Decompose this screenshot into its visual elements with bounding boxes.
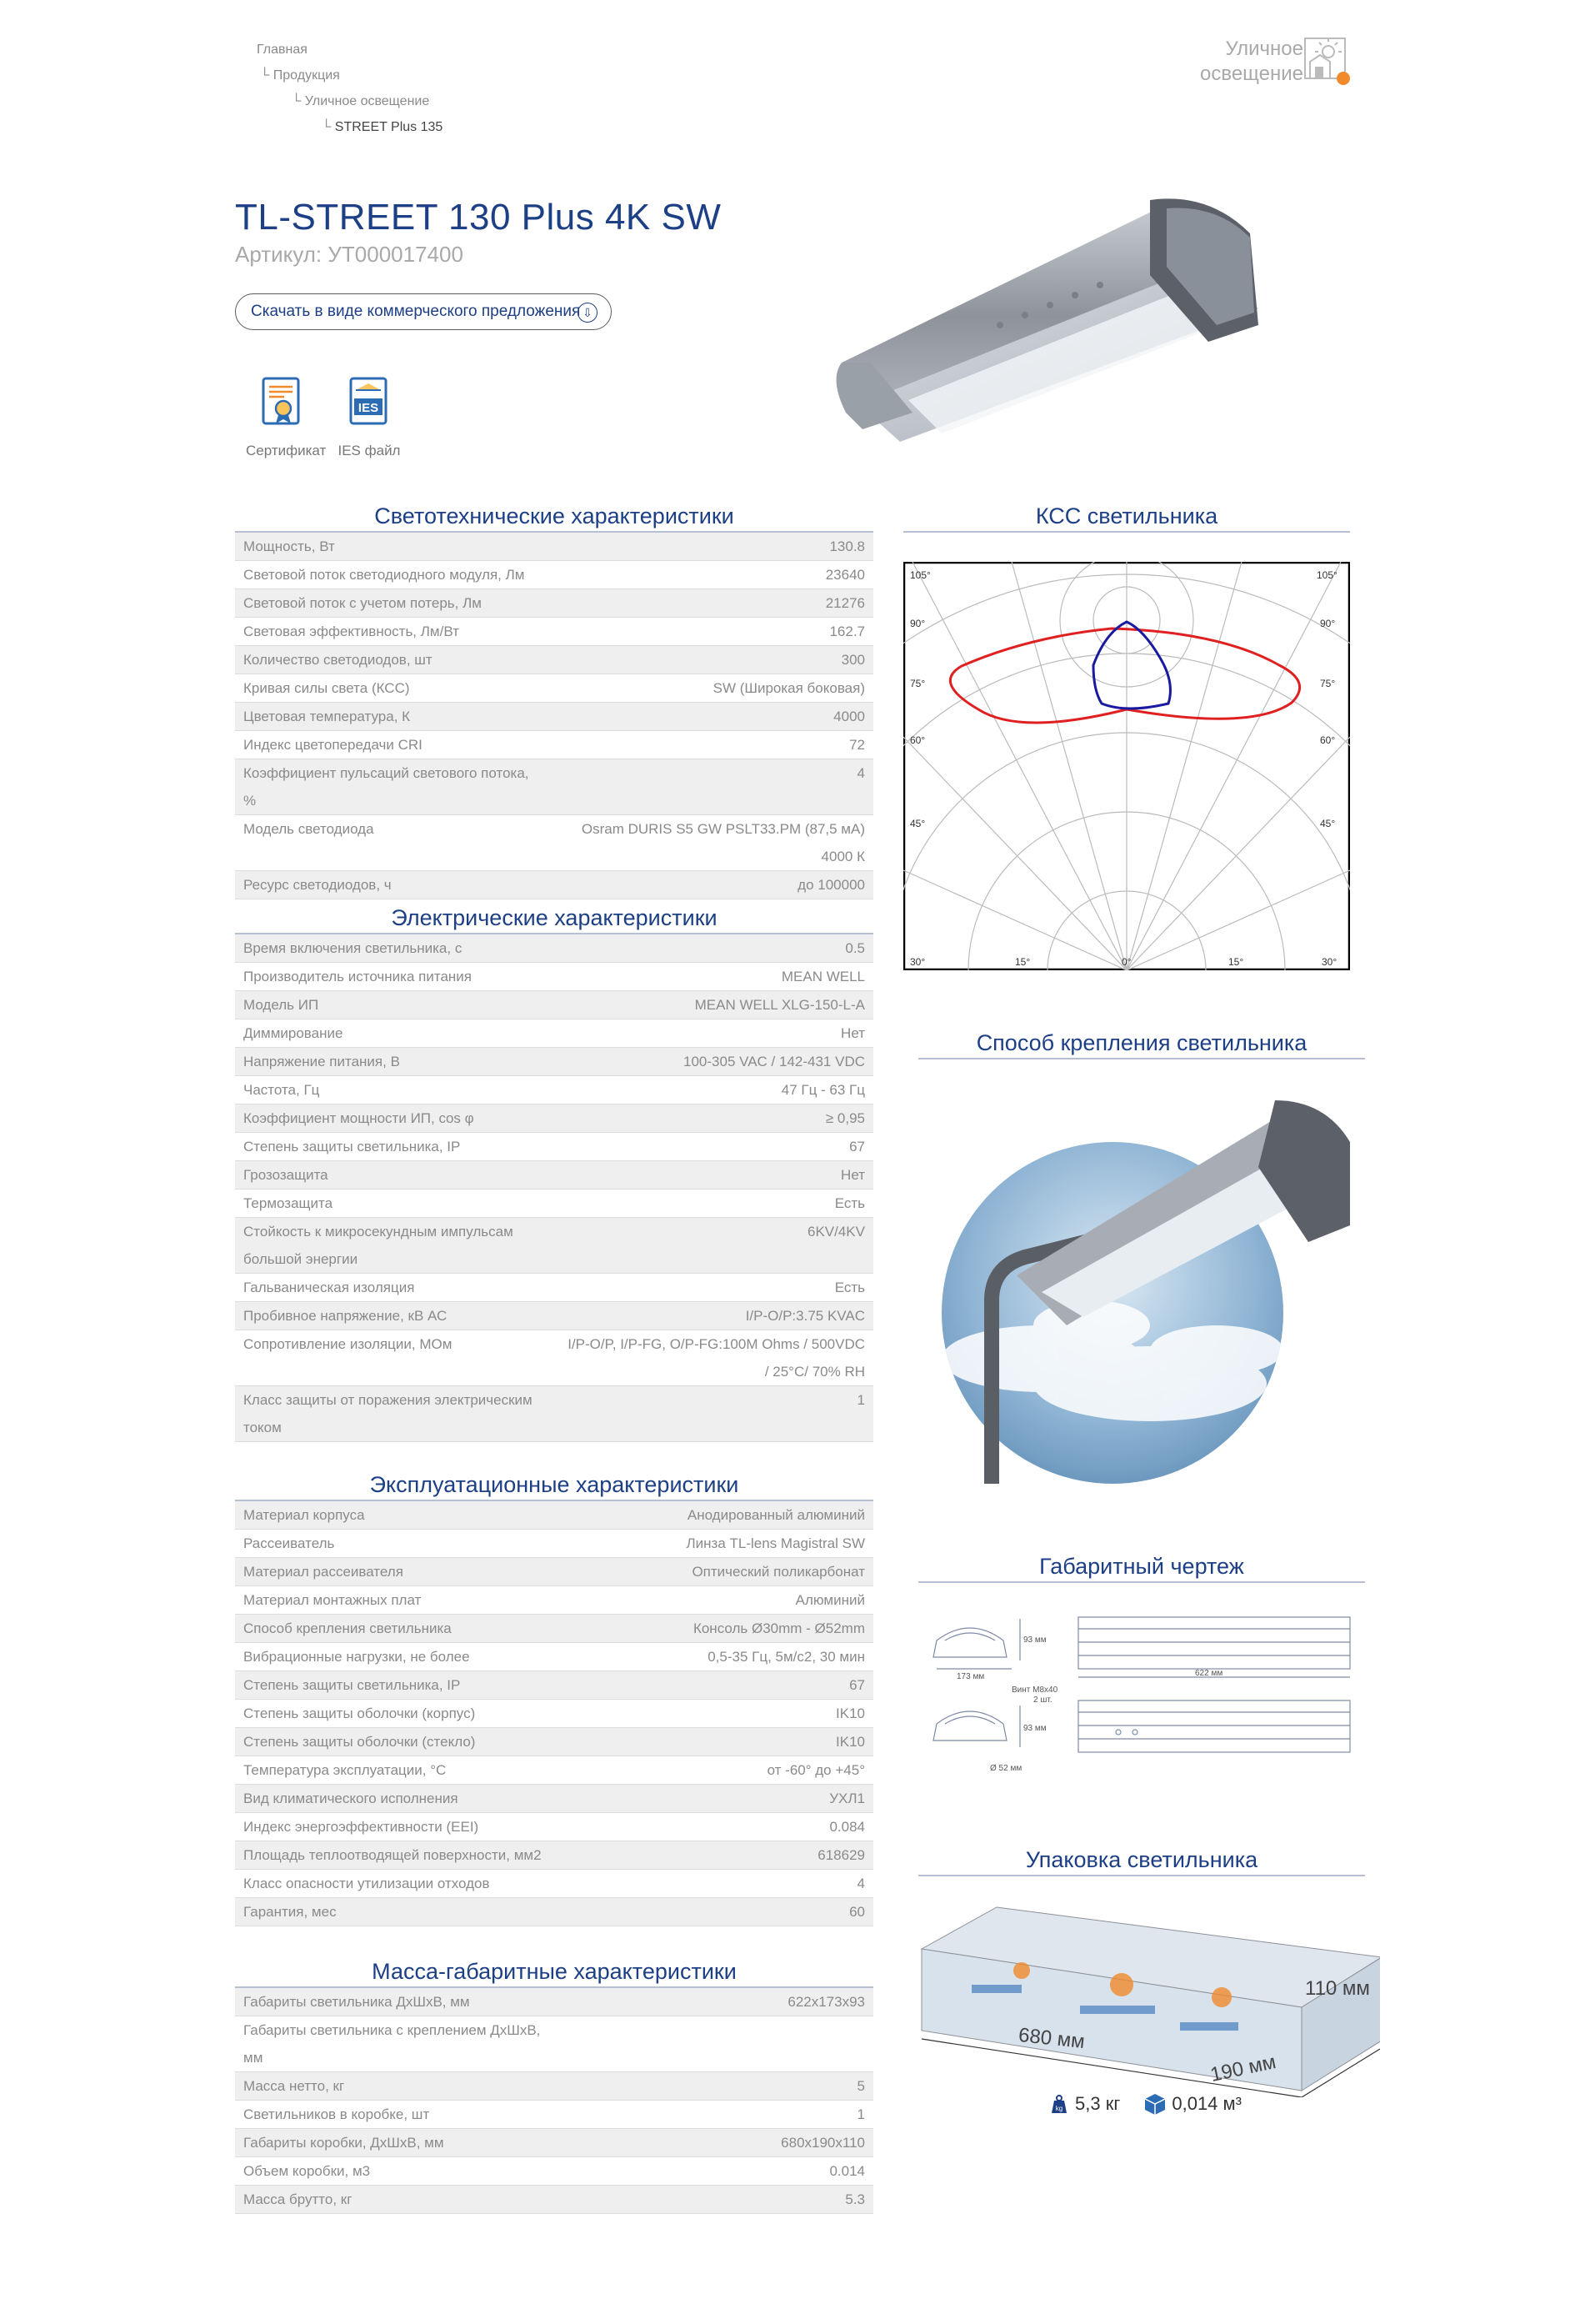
table-row: Степень защиты светильника, IP 67 [235, 1671, 873, 1700]
polar-bottom-30r: 30° [1322, 956, 1338, 968]
dims-section [918, 1554, 1365, 1583]
table-row: Гальваническая изоляция Есть [235, 1274, 873, 1302]
light-table [235, 533, 873, 899]
table-row: Габариты светильника ДхШхВ, мм 622x173x93 [235, 1988, 873, 2016]
table-row: Масса нетто, кг 5 [235, 2072, 873, 2101]
table-row: Модель ИП MEAN WELL XLG-150-L-A [235, 991, 873, 1019]
category-line2: освещение [1199, 63, 1303, 85]
breadcrumb: Главная └ Продукция └ Уличное освещение └ STREET Plus 135 [257, 37, 442, 140]
pack-weight [1048, 2092, 1242, 2116]
mount-image [917, 1084, 1383, 1484]
table-row: Кривая силы света (КСС) SW (Широкая боковая) [235, 674, 873, 703]
table-row: Диммирование Нет [235, 1019, 873, 1048]
polar-left-90: 90° [910, 618, 926, 629]
polar-bottom-15r: 15° [1228, 956, 1244, 968]
electric-specs-title: Электрические характеристики [235, 905, 873, 934]
kss-title: КСС светильника [903, 503, 1350, 533]
pack-title: Упаковка светильника [918, 1847, 1365, 1876]
table-row: Напряжение питания, В 100-305 VAC / 142-431 VDC [235, 1048, 873, 1076]
polar-bottom-15l: 15° [1015, 956, 1031, 968]
electric-specs [235, 905, 873, 1442]
polar-top-right: 105° [1317, 569, 1338, 581]
table-row: Индекс энергоэффективности (EEI) 0.084 [235, 1813, 873, 1841]
dim-screw-count: 2 шт. [1033, 1695, 1052, 1705]
polar-left-75: 75° [910, 678, 926, 689]
light-specs [235, 503, 873, 899]
download-icon: ⇩ [578, 303, 598, 323]
weight-icon-label: kg [1055, 2105, 1063, 2112]
table-row: Грозозащита Нет [235, 1161, 873, 1190]
table-row: Вид климатического исполнения УХЛ1 [235, 1785, 873, 1813]
table-row: Мощность, Вт 130.8 [235, 533, 873, 561]
ies-file-link[interactable] [333, 375, 405, 459]
kss-section [903, 503, 1350, 533]
pack-width: 190 мм [1208, 2051, 1278, 2087]
table-row: Вибрационные нагрузки, не более 0,5-35 Гц, 5м/с2, 30 мин [235, 1643, 873, 1671]
table-row: Количество светодиодов, шт 300 [235, 646, 873, 674]
dim-height2: 93 мм [1023, 1724, 1047, 1733]
table-row: Индекс цветопередачи CRI 72 [235, 731, 873, 759]
pack-weight-value: 5,3 кг [1075, 2093, 1121, 2114]
table-row: Материал монтажных плат Алюминий [235, 1586, 873, 1615]
dim-height: 93 мм [1023, 1635, 1047, 1645]
breadcrumb-products[interactable]: Продукция [272, 68, 340, 83]
table-row: Световая эффективность, Лм/Вт 162.7 [235, 618, 873, 646]
certificate-icon [258, 375, 305, 427]
operation-table [235, 1501, 873, 1926]
polar-left-60: 60° [910, 734, 926, 746]
ies-file-label: IES файл [338, 443, 401, 458]
table-row: Способ крепления светильника Консоль Ø30mm - Ø52mm [235, 1615, 873, 1643]
package-image [913, 1906, 1380, 2097]
breadcrumb-current: STREET Plus 135 [334, 120, 443, 134]
table-row: Температура эксплуатации, °С от -60° до +45° [235, 1756, 873, 1785]
weight-icon [1048, 2093, 1070, 2115]
download-offer-label: Скачать в виде коммерческого предложения [251, 303, 581, 320]
dims-title: Габаритный чертеж [918, 1554, 1365, 1583]
certificate-link[interactable] [246, 375, 327, 459]
download-offer-button[interactable] [235, 293, 612, 330]
operation-specs [235, 1472, 873, 1926]
table-row: Частота, Гц 47 Гц - 63 Гц [235, 1076, 873, 1104]
table-row: Класс защиты от поражения электрическим током 1 [235, 1386, 873, 1442]
ies-file-icon [346, 375, 392, 427]
product-image [808, 183, 1367, 458]
table-row: Световой поток с учетом потерь, Лм 21276 [235, 589, 873, 618]
pack-volume-value: 0,014 м³ [1172, 2093, 1242, 2114]
mass-specs-title: Масса-габаритные характеристики [235, 1959, 873, 1988]
table-row: Ресурс светодиодов, ч до 100000 [235, 871, 873, 899]
table-row: Светильников в коробке, шт 1 [235, 2101, 873, 2129]
polar-right-45: 45° [1320, 818, 1336, 829]
mass-table [235, 1988, 873, 2214]
dim-diameter: Ø 52 мм [990, 1764, 1022, 1773]
table-row: Пробивное напряжение, кВ АС I/P-O/P:3.75 KVAC [235, 1302, 873, 1330]
polar-top-left: 105° [910, 569, 931, 581]
dimension-drawing [920, 1607, 1370, 1779]
dim-length: 622 мм [1195, 1669, 1223, 1678]
table-row: Коэффициент мощности ИП, cos φ ≥ 0,95 [235, 1104, 873, 1133]
electric-table [235, 934, 873, 1442]
table-row: Класс опасности утилизации отходов 4 [235, 1870, 873, 1898]
operation-specs-title: Эксплуатационные характеристики [235, 1472, 873, 1501]
product-sku: Артикул: УТ000017400 [235, 242, 463, 267]
dim-width: 173 мм [957, 1672, 985, 1681]
mount-title: Способ крепления светильника [918, 1030, 1365, 1059]
svg-text:IES: IES [358, 401, 379, 415]
polar-left-45: 45° [910, 818, 926, 829]
table-row: Гарантия, мес 60 [235, 1898, 873, 1926]
table-row: Материал рассеивателя Оптический поликарбонат [235, 1558, 873, 1586]
table-row: Производитель источника питания MEAN WELL [235, 963, 873, 991]
table-row: Термозащита Есть [235, 1190, 873, 1218]
street-light-house-icon [1303, 37, 1350, 87]
table-row: Время включения светильника, с 0.5 [235, 934, 873, 963]
mount-section [918, 1030, 1365, 1059]
table-row: Габариты коробки, ДхШхВ, мм 680x190x110 [235, 2129, 873, 2157]
polar-right-75: 75° [1320, 678, 1336, 689]
table-row: Модель светодиода Osram DURIS S5 GW PSLT33.PM (87,5 мА) 4000 К [235, 815, 873, 871]
table-row: Степень защиты оболочки (стекло) IK10 [235, 1728, 873, 1756]
light-specs-title: Светотехнические характеристики [235, 503, 873, 533]
dim-screw: Винт М8х40 [1012, 1685, 1058, 1695]
product-title: TL-STREET 130 Plus 4K SW [235, 197, 722, 238]
pack-section [918, 1847, 1365, 1876]
breadcrumb-street[interactable]: Уличное освещение [304, 94, 430, 108]
table-row: Стойкость к микросекундным импульсам большой энергии 6KV/4KV [235, 1218, 873, 1274]
table-row: Цветовая температура, К 4000 [235, 703, 873, 731]
polar-bottom-0: 0° [1122, 956, 1132, 968]
breadcrumb-home[interactable]: Главная [257, 43, 308, 57]
polar-diagram [903, 562, 1350, 970]
table-row: Материал корпуса Анодированный алюминий [235, 1501, 873, 1530]
certificate-label: Сертификат [246, 443, 327, 458]
table-row: Габариты светильника с креплением ДхШхВ, мм [235, 2016, 873, 2072]
polar-bottom-30l: 30° [910, 956, 926, 968]
category-badge[interactable] [1183, 37, 1350, 87]
mass-specs [235, 1959, 873, 2214]
table-row: Коэффициент пульсаций светового потока, % 4 [235, 759, 873, 815]
table-row: Степень защиты светильника, IP 67 [235, 1133, 873, 1161]
table-row: Световой поток светодиодного модуля, Лм 23640 [235, 561, 873, 589]
table-row: Сопротивление изоляции, МОм I/P-O/P, I/P-FG, O/P-FG:100M Ohms / 500VDC / 25°C/ 70% RH [235, 1330, 873, 1386]
table-row: Площадь теплоотводящей поверхности, мм2 618629 [235, 1841, 873, 1870]
polar-right-60: 60° [1320, 734, 1336, 746]
table-row: Степень защиты оболочки (корпус) IK10 [235, 1700, 873, 1728]
pack-length: 680 мм [1017, 2023, 1086, 2054]
table-row: Объем коробки, м3 0.014 [235, 2157, 873, 2186]
box-volume-icon [1143, 2092, 1167, 2116]
table-row: Рассеиватель Линза TL-lens Magistral SW [235, 1530, 873, 1558]
table-row: Масса брутто, кг 5.3 [235, 2186, 873, 2214]
category-line1: Уличное [1225, 38, 1303, 60]
pack-height: 110 мм [1305, 1977, 1370, 2000]
polar-right-90: 90° [1320, 618, 1336, 629]
